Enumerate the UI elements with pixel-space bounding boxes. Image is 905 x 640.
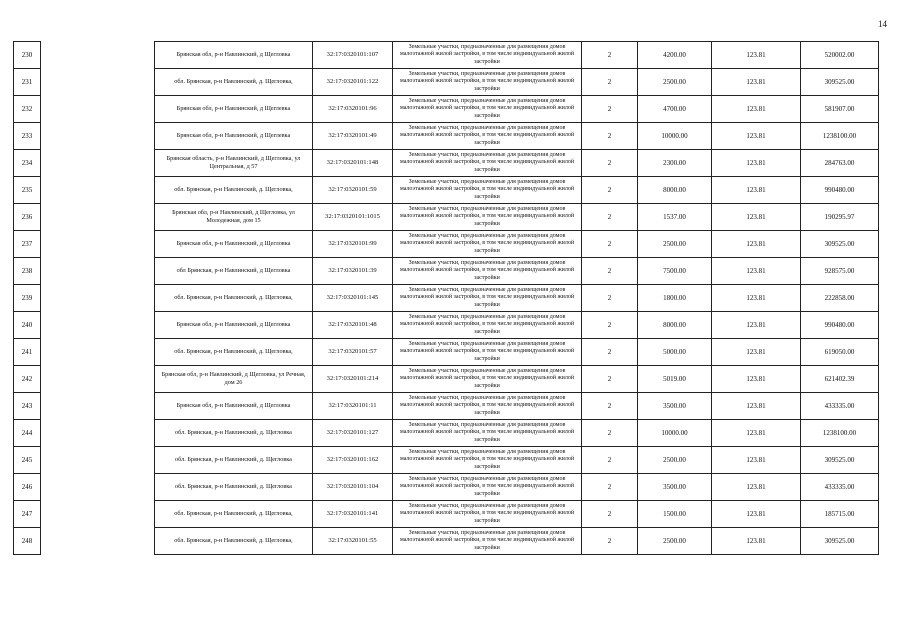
group-cell: 2 <box>582 69 638 96</box>
land-use-cell: Земельные участки, предназначенные для размещения домов малоэтажной жилой застройки, в том числе индивидуальной жилой застройки <box>393 393 582 420</box>
cadastral-value-cell: 1238100.00 <box>801 123 879 150</box>
cadastral-value-cell: 185715.00 <box>801 501 879 528</box>
land-use-cell: Земельные участки, предназначенные для размещения домов малоэтажной жилой застройки, в том числе индивидуальной жилой застройки <box>393 420 582 447</box>
land-use-cell: Земельные участки, предназначенные для размещения домов малоэтажной жилой застройки, в том числе индивидуальной жилой застройки <box>393 204 582 231</box>
area-cell: 5000.00 <box>638 339 712 366</box>
rate-cell: 123.81 <box>712 285 801 312</box>
rate-cell: 123.81 <box>712 177 801 204</box>
row-number-cell: 239 <box>14 285 41 312</box>
address-cell: Брянская обл, р-н Навлинский, д Щегловка <box>155 231 313 258</box>
area-cell: 1800.00 <box>638 285 712 312</box>
land-use-cell: Земельные участки, предназначенные для размещения домов малоэтажной жилой застройки, в том числе индивидуальной жилой застройки <box>393 366 582 393</box>
empty-cell <box>41 312 155 339</box>
cadastral-value-cell: 284763.00 <box>801 150 879 177</box>
row-number-cell: 246 <box>14 474 41 501</box>
land-use-cell: Земельные участки, предназначенные для размещения домов малоэтажной жилой застройки, в том числе индивидуальной жилой застройки <box>393 42 582 69</box>
page-number: 14 <box>878 19 887 29</box>
group-cell: 2 <box>582 366 638 393</box>
area-cell: 3500.00 <box>638 474 712 501</box>
cadastral-number-cell: 32:17:0320101:99 <box>313 231 393 258</box>
group-cell: 2 <box>582 339 638 366</box>
land-use-cell: Земельные участки, предназначенные для размещения домов малоэтажной жилой застройки, в том числе индивидуальной жилой застройки <box>393 123 582 150</box>
rate-cell: 123.81 <box>712 447 801 474</box>
address-cell: обл. Брянская, р-н Навлинский, д. Щегловка, <box>155 177 313 204</box>
address-cell: Брянская обл, р-н Навлинский, д Щегловка <box>155 312 313 339</box>
land-use-cell: Земельные участки, предназначенные для размещения домов малоэтажной жилой застройки, в том числе индивидуальной жилой застройки <box>393 231 582 258</box>
rate-cell: 123.81 <box>712 312 801 339</box>
cadastral-number-cell: 32:17:0320101:48 <box>313 312 393 339</box>
rate-cell: 123.81 <box>712 393 801 420</box>
area-cell: 3500.00 <box>638 393 712 420</box>
empty-cell <box>41 339 155 366</box>
address-cell: обл. Брянская, р-н Навлинский, д. Щегловка, <box>155 339 313 366</box>
land-use-cell: Земельные участки, предназначенные для размещения домов малоэтажной жилой застройки, в том числе индивидуальной жилой застройки <box>393 285 582 312</box>
rate-cell: 123.81 <box>712 420 801 447</box>
row-number-cell: 231 <box>14 69 41 96</box>
area-cell: 8000.00 <box>638 312 712 339</box>
cadastral-value-cell: 621402.39 <box>801 366 879 393</box>
group-cell: 2 <box>582 474 638 501</box>
land-use-cell: Земельные участки, предназначенные для размещения домов малоэтажной жилой застройки, в том числе индивидуальной жилой застройки <box>393 528 582 555</box>
address-cell: обл. Брянская, р-н Навлинский, д. Щегловка <box>155 474 313 501</box>
table-row <box>14 447 879 474</box>
address-cell: Брянская обл, р-н Навлинский, д Щеглевка <box>155 96 313 123</box>
group-cell: 2 <box>582 258 638 285</box>
land-use-cell: Земельные участки, предназначенные для размещения домов малоэтажной жилой застройки, в том числе индивидуальной жилой застройки <box>393 447 582 474</box>
row-number-cell: 242 <box>14 366 41 393</box>
row-number-cell: 241 <box>14 339 41 366</box>
rate-cell: 123.81 <box>712 366 801 393</box>
table-row <box>14 474 879 501</box>
address-cell: Брянская обл, р-н Навлинский, д Щегловка, ул Речная, дом 26 <box>155 366 313 393</box>
table-row <box>14 528 879 555</box>
cadastral-number-cell: 32:17:0320101:214 <box>313 366 393 393</box>
row-number-cell: 234 <box>14 150 41 177</box>
row-number-cell: 248 <box>14 528 41 555</box>
area-cell: 2500.00 <box>638 69 712 96</box>
group-cell: 2 <box>582 177 638 204</box>
empty-cell <box>41 231 155 258</box>
cadastral-value-cell: 433335.00 <box>801 474 879 501</box>
cadastral-number-cell: 32:17:0320101:1015 <box>313 204 393 231</box>
land-use-cell: Земельные участки, предназначенные для размещения домов малоэтажной жилой застройки, в том числе индивидуальной жилой застройки <box>393 339 582 366</box>
area-cell: 2500.00 <box>638 528 712 555</box>
cadastral-number-cell: 32:17:0320101:107 <box>313 42 393 69</box>
area-cell: 10000.00 <box>638 420 712 447</box>
table-row <box>14 393 879 420</box>
cadastral-number-cell: 32:17:0320101:104 <box>313 474 393 501</box>
rate-cell: 123.81 <box>712 501 801 528</box>
cadastral-value-cell: 433335.00 <box>801 393 879 420</box>
area-cell: 2500.00 <box>638 447 712 474</box>
empty-cell <box>41 177 155 204</box>
row-number-cell: 232 <box>14 96 41 123</box>
cadastral-number-cell: 32:17:0320101:145 <box>313 285 393 312</box>
table-row <box>14 285 879 312</box>
address-cell: обл. Брянская, р-н Навлинский, д. Щегловка, <box>155 528 313 555</box>
empty-cell <box>41 393 155 420</box>
area-cell: 4200.00 <box>638 42 712 69</box>
table-row <box>14 501 879 528</box>
cadastral-number-cell: 32:17:0320101:141 <box>313 501 393 528</box>
table-row <box>14 204 879 231</box>
area-cell: 2300.00 <box>638 150 712 177</box>
cadastral-number-cell: 32:17:0320101:55 <box>313 528 393 555</box>
rate-cell: 123.81 <box>712 123 801 150</box>
address-cell: обл. Брянская, р-н Навлинский, д. Щегловка, <box>155 285 313 312</box>
cadastral-value-cell: 309525.00 <box>801 528 879 555</box>
table-row <box>14 339 879 366</box>
cadastral-number-cell: 32:17:0320101:59 <box>313 177 393 204</box>
table-row <box>14 312 879 339</box>
cadastral-number-cell: 32:17:0320101:96 <box>313 96 393 123</box>
cadastral-number-cell: 32:17:0320101:39 <box>313 258 393 285</box>
land-use-cell: Земельные участки, предназначенные для размещения домов малоэтажной жилой застройки, в том числе индивидуальной жилой застройки <box>393 474 582 501</box>
cadastral-value-cell: 1238100.00 <box>801 420 879 447</box>
cadastral-value-cell: 309525.00 <box>801 231 879 258</box>
group-cell: 2 <box>582 420 638 447</box>
table-body <box>14 42 879 555</box>
area-cell: 4700.00 <box>638 96 712 123</box>
cadastral-value-cell: 309525.00 <box>801 69 879 96</box>
cadastral-value-cell: 222858.00 <box>801 285 879 312</box>
group-cell: 2 <box>582 204 638 231</box>
address-cell: обл Брянская, р-н Навлинский, д Щегловка <box>155 258 313 285</box>
cadastral-value-cell: 190295.97 <box>801 204 879 231</box>
table-row <box>14 231 879 258</box>
empty-cell <box>41 447 155 474</box>
table-row <box>14 366 879 393</box>
empty-cell <box>41 474 155 501</box>
cadastral-number-cell: 32:17:0320101:122 <box>313 69 393 96</box>
row-number-cell: 237 <box>14 231 41 258</box>
empty-cell <box>41 501 155 528</box>
row-number-cell: 235 <box>14 177 41 204</box>
land-use-cell: Земельные участки, предназначенные для размещения домов малоэтажной жилой застройки, в том числе индивидуальной жилой застройки <box>393 501 582 528</box>
cadastral-value-cell: 581907.00 <box>801 96 879 123</box>
table-row <box>14 150 879 177</box>
area-cell: 7500.00 <box>638 258 712 285</box>
cadastral-value-cell: 309525.00 <box>801 447 879 474</box>
cadastral-value-cell: 990480.00 <box>801 177 879 204</box>
cadastral-number-cell: 32:17:0320101:57 <box>313 339 393 366</box>
group-cell: 2 <box>582 123 638 150</box>
group-cell: 2 <box>582 528 638 555</box>
group-cell: 2 <box>582 150 638 177</box>
table-row <box>14 123 879 150</box>
rate-cell: 123.81 <box>712 42 801 69</box>
land-use-cell: Земельные участки, предназначенные для размещения домов малоэтажной жилой застройки, в том числе индивидуальной жилой застройки <box>393 312 582 339</box>
land-use-cell: Земельные участки, предназначенные для размещения домов малоэтажной жилой застройки, в том числе индивидуальной жилой застройки <box>393 150 582 177</box>
cadastral-number-cell: 32:17:0320101:49 <box>313 123 393 150</box>
empty-cell <box>41 96 155 123</box>
rate-cell: 123.81 <box>712 474 801 501</box>
land-use-cell: Земельные участки, предназначенные для размещения домов малоэтажной жилой застройки, в том числе индивидуальной жилой застройки <box>393 96 582 123</box>
group-cell: 2 <box>582 312 638 339</box>
address-cell: обл. Брянская, р-н Навлинский, д. Щегловка, <box>155 501 313 528</box>
address-cell: Брянская обл, р-н Навлинский, д Щегловка <box>155 42 313 69</box>
row-number-cell: 240 <box>14 312 41 339</box>
rate-cell: 123.81 <box>712 69 801 96</box>
empty-cell <box>41 528 155 555</box>
address-cell: Брянская область, р-н Навлинский, д Щегловка, ул Центральная, д 57 <box>155 150 313 177</box>
table-row <box>14 258 879 285</box>
area-cell: 1537.00 <box>638 204 712 231</box>
cadastral-number-cell: 32:17:0320101:148 <box>313 150 393 177</box>
row-number-cell: 245 <box>14 447 41 474</box>
group-cell: 2 <box>582 393 638 420</box>
row-number-cell: 243 <box>14 393 41 420</box>
group-cell: 2 <box>582 447 638 474</box>
land-use-cell: Земельные участки, предназначенные для размещения домов малоэтажной жилой застройки, в том числе индивидуальной жилой застройки <box>393 258 582 285</box>
land-use-cell: Земельные участки, предназначенные для размещения домов малоэтажной жилой застройки, в том числе индивидуальной жилой застройки <box>393 177 582 204</box>
address-cell: обл. Брянская, р-н Навлинский, д. Щегловка <box>155 420 313 447</box>
empty-cell <box>41 366 155 393</box>
cadastral-value-cell: 990480.00 <box>801 312 879 339</box>
empty-cell <box>41 69 155 96</box>
empty-cell <box>41 420 155 447</box>
area-cell: 2500.00 <box>638 231 712 258</box>
cadastral-value-cell: 619050.00 <box>801 339 879 366</box>
row-number-cell: 238 <box>14 258 41 285</box>
rate-cell: 123.81 <box>712 204 801 231</box>
table-row <box>14 177 879 204</box>
group-cell: 2 <box>582 42 638 69</box>
cadastral-number-cell: 32:17:0320101:162 <box>313 447 393 474</box>
empty-cell <box>41 258 155 285</box>
address-cell: обл. Брянская, р-н Навлинский, д. Щегловка <box>155 447 313 474</box>
empty-cell <box>41 123 155 150</box>
rate-cell: 123.81 <box>712 231 801 258</box>
empty-cell <box>41 150 155 177</box>
address-cell: Брянская обл, р-н Навлинский, д Щегловка <box>155 393 313 420</box>
empty-cell <box>41 204 155 231</box>
empty-cell <box>41 42 155 69</box>
rate-cell: 123.81 <box>712 96 801 123</box>
address-cell: Брянская обл, р-н Навлинский, д Щеглевка <box>155 123 313 150</box>
address-cell: Брянская обл, р-н Навлинский, д Щегловка, ул Молодежная, дом 15 <box>155 204 313 231</box>
rate-cell: 123.81 <box>712 528 801 555</box>
row-number-cell: 244 <box>14 420 41 447</box>
table-row <box>14 96 879 123</box>
row-number-cell: 233 <box>14 123 41 150</box>
land-plot-table <box>13 41 879 555</box>
cadastral-number-cell: 32:17:0320101:11 <box>313 393 393 420</box>
table-row <box>14 420 879 447</box>
table-row <box>14 42 879 69</box>
row-number-cell: 247 <box>14 501 41 528</box>
group-cell: 2 <box>582 96 638 123</box>
address-cell: обл. Брянская, р-н Навлинский, д. Щегловка, <box>155 69 313 96</box>
row-number-cell: 236 <box>14 204 41 231</box>
cadastral-value-cell: 520002.00 <box>801 42 879 69</box>
group-cell: 2 <box>582 501 638 528</box>
area-cell: 8000.00 <box>638 177 712 204</box>
group-cell: 2 <box>582 285 638 312</box>
rate-cell: 123.81 <box>712 150 801 177</box>
cadastral-number-cell: 32:17:0320101:127 <box>313 420 393 447</box>
area-cell: 5019.00 <box>638 366 712 393</box>
group-cell: 2 <box>582 231 638 258</box>
empty-cell <box>41 285 155 312</box>
land-use-cell: Земельные участки, предназначенные для размещения домов малоэтажной жилой застройки, в том числе индивидуальной жилой застройки <box>393 69 582 96</box>
area-cell: 10000.00 <box>638 123 712 150</box>
row-number-cell: 230 <box>14 42 41 69</box>
cadastral-value-cell: 928575.00 <box>801 258 879 285</box>
rate-cell: 123.81 <box>712 339 801 366</box>
rate-cell: 123.81 <box>712 258 801 285</box>
area-cell: 1500.00 <box>638 501 712 528</box>
table-row <box>14 69 879 96</box>
